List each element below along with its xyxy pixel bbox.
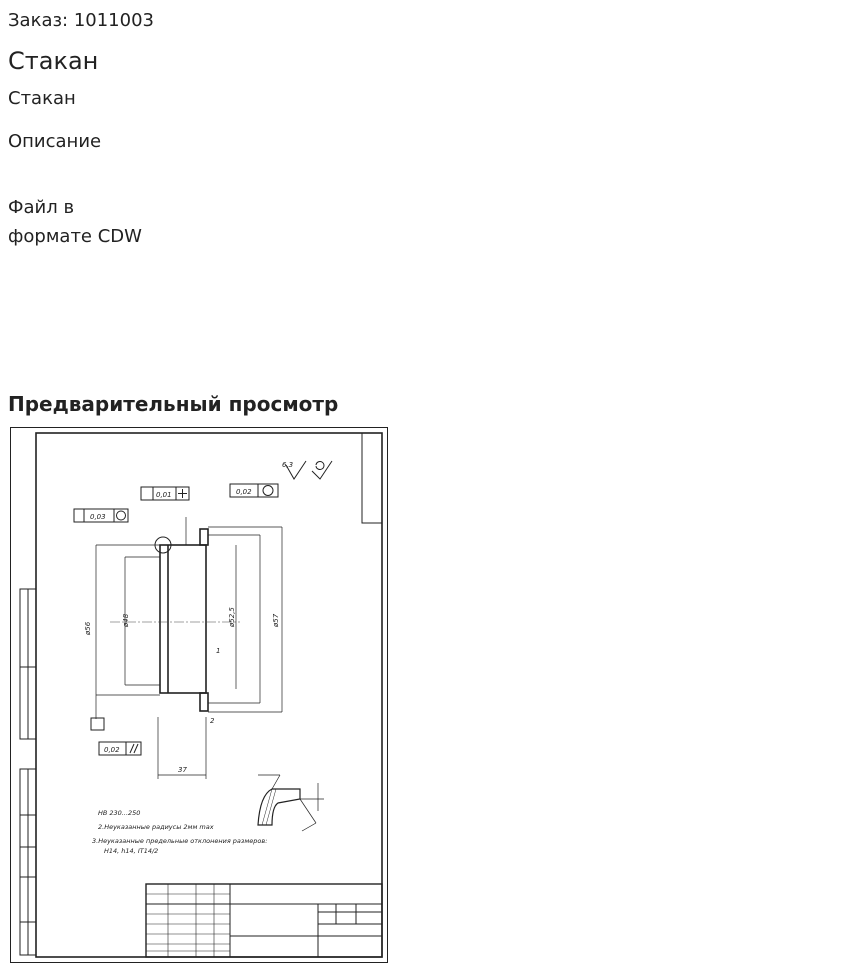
svg-text:1: 1 xyxy=(216,647,221,655)
svg-text:37: 37 xyxy=(178,766,187,774)
sheet-border xyxy=(11,428,388,963)
file-format-line2: формате CDW xyxy=(8,226,142,247)
drawing-preview[interactable] xyxy=(10,427,388,963)
svg-text:0,02: 0,02 xyxy=(104,746,120,754)
svg-text:ø48: ø48 xyxy=(122,613,130,627)
product-subtitle: Стакан xyxy=(8,88,76,109)
svg-text:ø57: ø57 xyxy=(272,613,280,627)
order-number: Заказ: 1011003 xyxy=(8,10,154,31)
svg-text:0,02: 0,02 xyxy=(236,488,252,496)
svg-text:ø52,5: ø52,5 xyxy=(228,607,236,627)
svg-text:2: 2 xyxy=(210,717,215,725)
file-format-link[interactable] xyxy=(8,193,142,251)
svg-text:3.Неуказанные предельные откло: 3.Неуказанные предельные отклонения размеров: xyxy=(92,837,268,845)
technical-drawing xyxy=(10,427,388,963)
svg-text:ø56: ø56 xyxy=(84,621,92,635)
svg-text:H14, h14, IT14/2: H14, h14, IT14/2 xyxy=(104,847,159,855)
svg-text:0,01: 0,01 xyxy=(156,491,172,499)
svg-text:0,03: 0,03 xyxy=(90,513,106,521)
roughness-value: 6,3 xyxy=(282,461,294,469)
preview-heading: Предварительный просмотр xyxy=(8,392,339,416)
svg-text:HB 230...250: HB 230...250 xyxy=(98,809,141,817)
product-title: Стакан xyxy=(8,47,99,75)
svg-text:2.Неуказанные радиусы 2мм max: 2.Неуказанные радиусы 2мм max xyxy=(98,823,214,831)
file-format-line1: Файл в xyxy=(8,197,75,218)
description-label: Описание xyxy=(8,131,102,152)
